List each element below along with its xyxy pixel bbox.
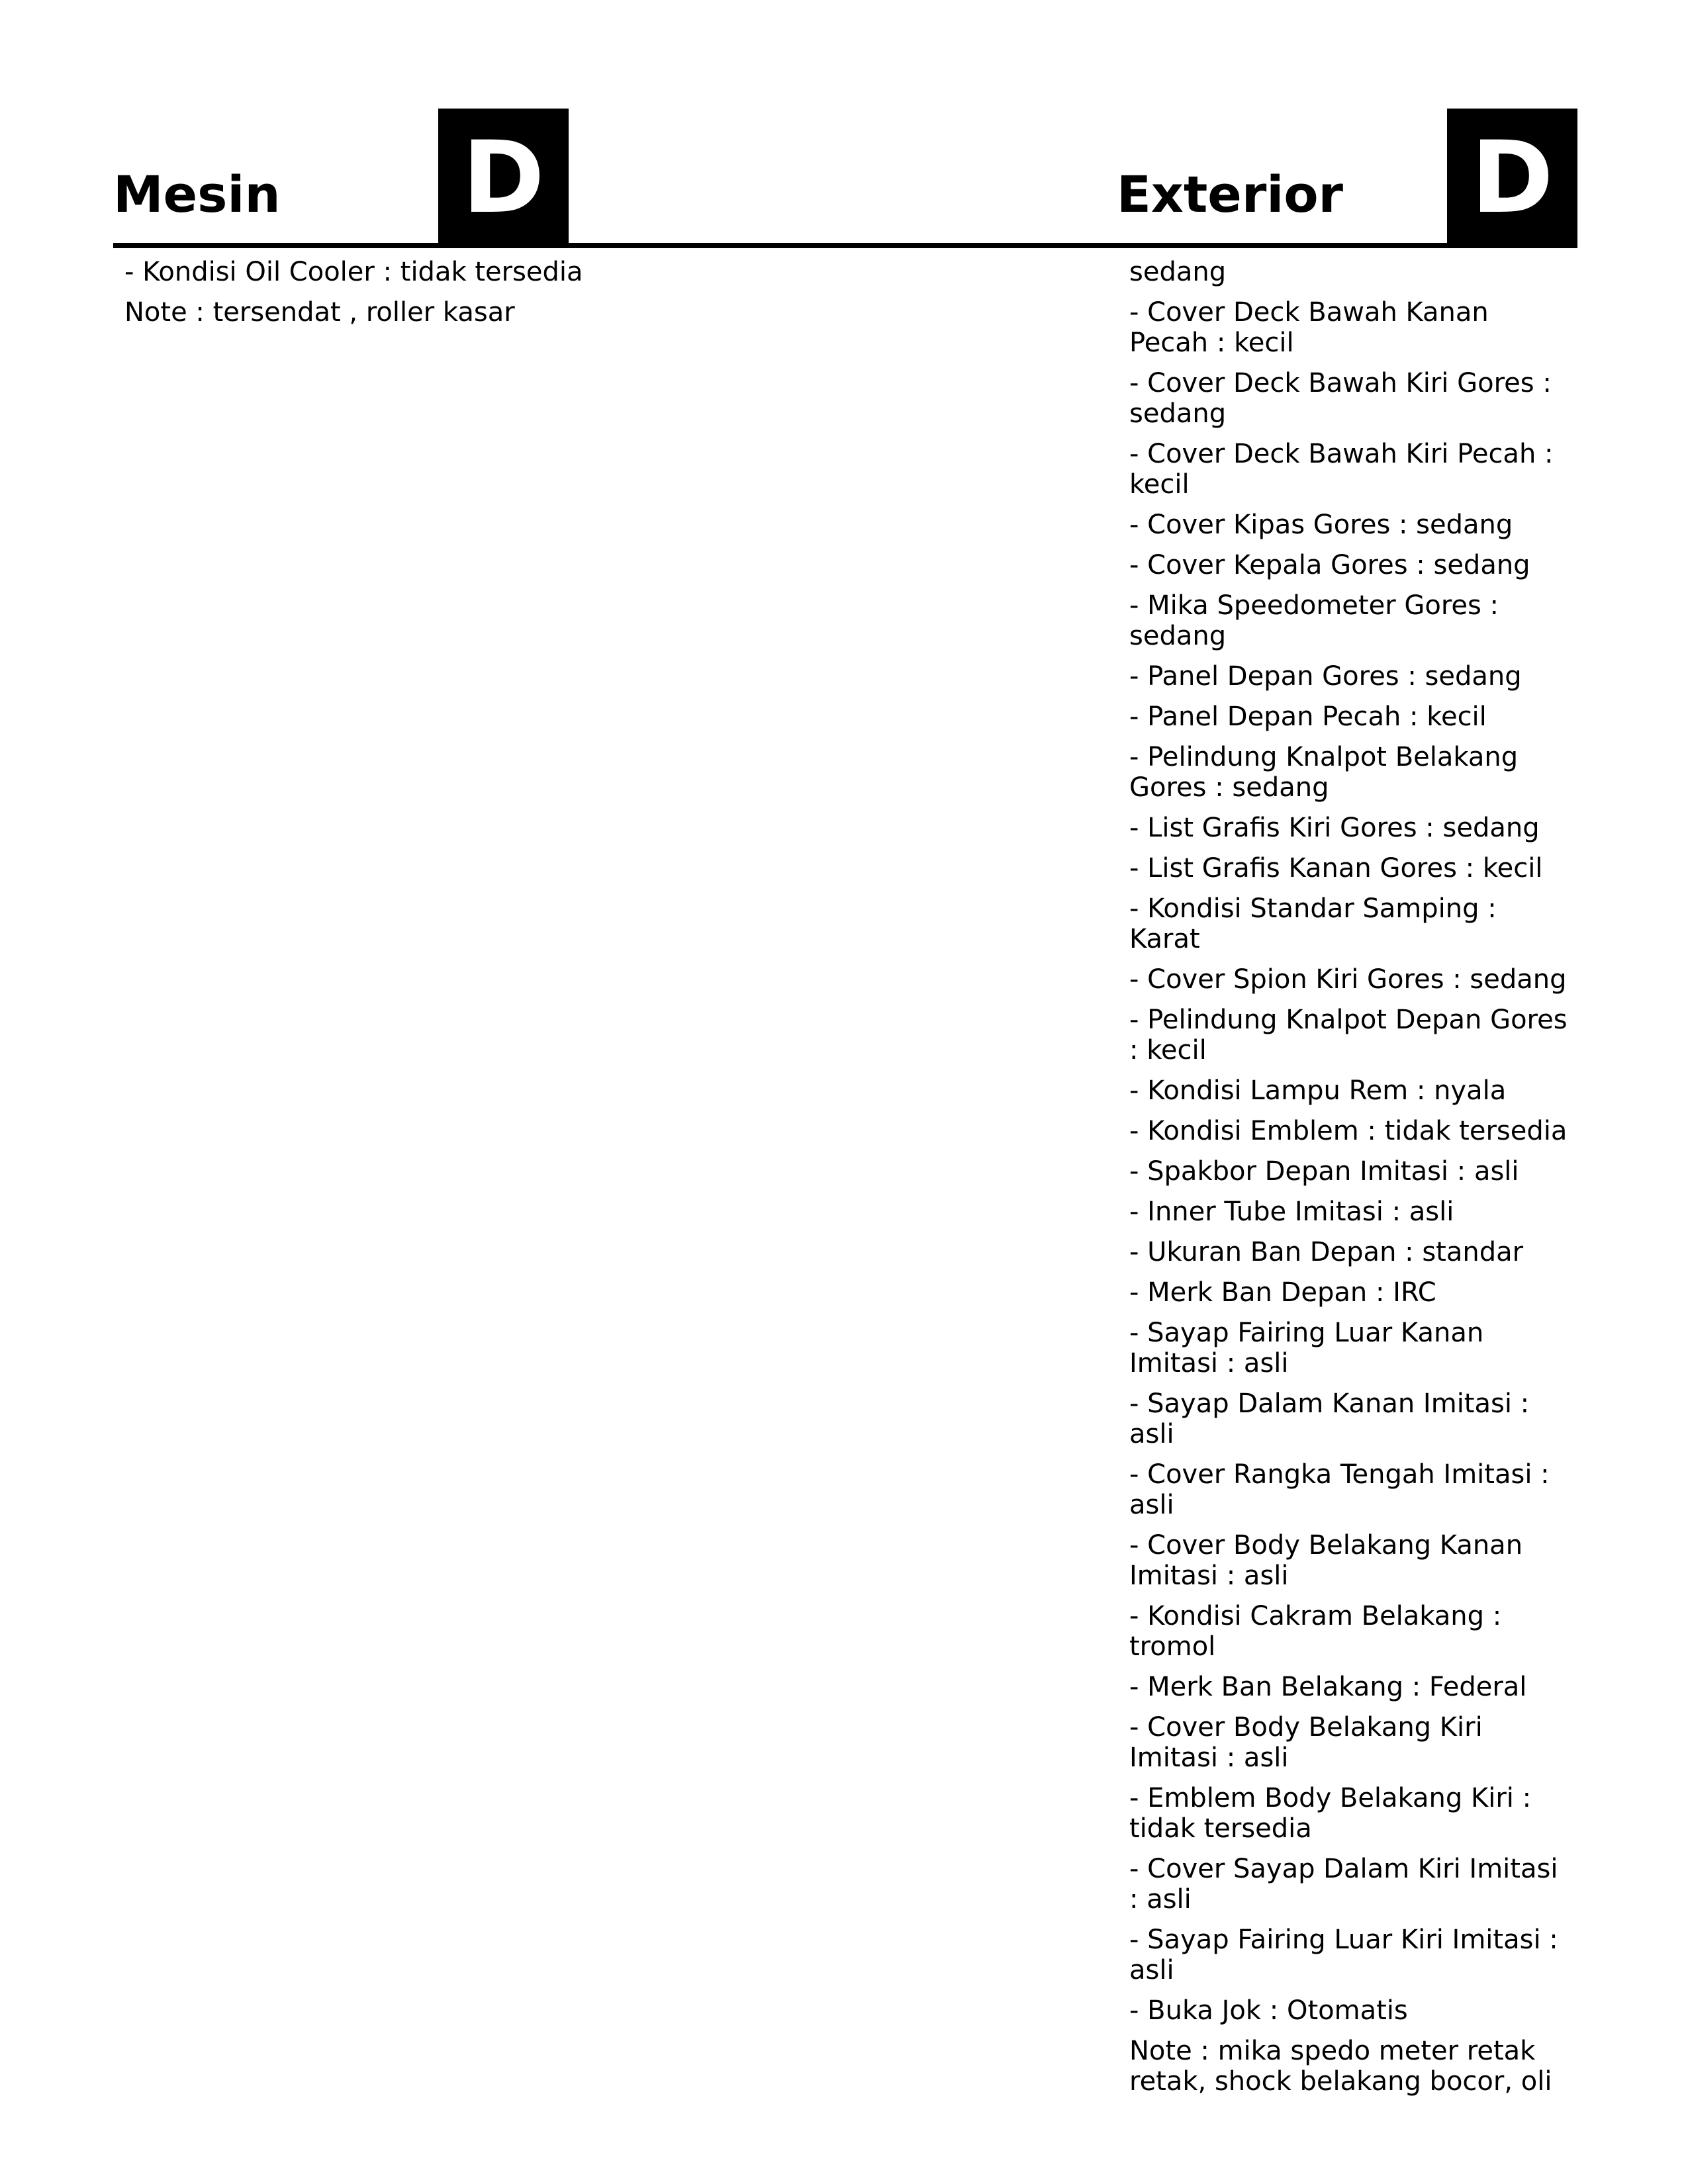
list-item: - Kondisi Standar Samping : Karat bbox=[1129, 893, 1497, 954]
list-item: - Cover Spion Kiri Gores : sedang bbox=[1129, 964, 1567, 995]
list-item: - Cover Sayap Dalam Kiri Imitasi : asli bbox=[1129, 1854, 1558, 1915]
list-item: sedang bbox=[1129, 257, 1227, 287]
list-item: - Inner Tube Imitasi : asli bbox=[1129, 1197, 1454, 1227]
list-item: - Cover Kepala Gores : sedang bbox=[1129, 550, 1530, 580]
section-title-mesin: Mesin bbox=[113, 165, 281, 224]
header-divider bbox=[113, 243, 1577, 248]
list-item: - Sayap Dalam Kanan Imitasi : asli bbox=[1129, 1388, 1530, 1449]
list-item: - Cover Rangka Tengah Imitasi : asli bbox=[1129, 1459, 1550, 1520]
grade-badge-exterior: D bbox=[1447, 109, 1577, 248]
list-item: - Pelindung Knalpot Belakang Gores : sedang bbox=[1129, 742, 1519, 803]
list-item: - Emblem Body Belakang Kiri : tidak tersedia bbox=[1129, 1783, 1532, 1844]
note-text: Note : mika spedo meter retak retak, shock belakang bocor, oli bbox=[1129, 2036, 1552, 2097]
exterior-item-list bbox=[1129, 257, 1573, 2107]
list-item: - Kondisi Lampu Rem : nyala bbox=[1129, 1075, 1507, 1106]
list-item: - Merk Ban Belakang : Federal bbox=[1129, 1672, 1527, 1702]
list-item: - List Grafis Kiri Gores : sedang bbox=[1129, 813, 1540, 843]
list-item: - Cover Body Belakang Kiri Imitasi : asli bbox=[1129, 1712, 1483, 1773]
list-item: - Cover Deck Bawah Kanan Pecah : kecil bbox=[1129, 297, 1489, 358]
list-item: - Sayap Fairing Luar Kiri Imitasi : asli bbox=[1129, 1925, 1558, 1985]
list-item: - Cover Body Belakang Kanan Imitasi : asli bbox=[1129, 1530, 1523, 1591]
list-item: - Cover Deck Bawah Kiri Gores : sedang bbox=[1129, 368, 1552, 429]
list-item: - Cover Deck Bawah Kiri Pecah : kecil bbox=[1129, 439, 1554, 500]
list-item: - Buka Jok : Otomatis bbox=[1129, 1995, 1408, 2026]
note-text: Note : tersendat , roller kasar bbox=[124, 297, 515, 328]
section-title-exterior: Exterior bbox=[1117, 165, 1344, 224]
list-item: - Panel Depan Pecah : kecil bbox=[1129, 702, 1487, 732]
list-item: - Merk Ban Depan : IRC bbox=[1129, 1277, 1436, 1308]
grade-badge-mesin: D bbox=[438, 109, 569, 248]
list-item: - Panel Depan Gores : sedang bbox=[1129, 661, 1522, 692]
list-item: - Pelindung Knalpot Depan Gores : kecil bbox=[1129, 1005, 1568, 1066]
list-item: - Spakbor Depan Imitasi : asli bbox=[1129, 1156, 1519, 1187]
list-item: - Kondisi Oil Cooler : tidak tersedia bbox=[124, 257, 583, 287]
list-item: - Ukuran Ban Depan : standar bbox=[1129, 1237, 1524, 1267]
list-item: - List Grafis Kanan Gores : kecil bbox=[1129, 853, 1543, 884]
mesin-item-list bbox=[124, 257, 919, 338]
list-item: - Cover Kipas Gores : sedang bbox=[1129, 510, 1513, 540]
list-item: - Sayap Fairing Luar Kanan Imitasi : asli bbox=[1129, 1318, 1484, 1379]
list-item: - Kondisi Cakram Belakang : tromol bbox=[1129, 1601, 1502, 1662]
list-item: - Kondisi Emblem : tidak tersedia bbox=[1129, 1116, 1568, 1146]
list-item: - Mika Speedometer Gores : sedang bbox=[1129, 590, 1499, 651]
